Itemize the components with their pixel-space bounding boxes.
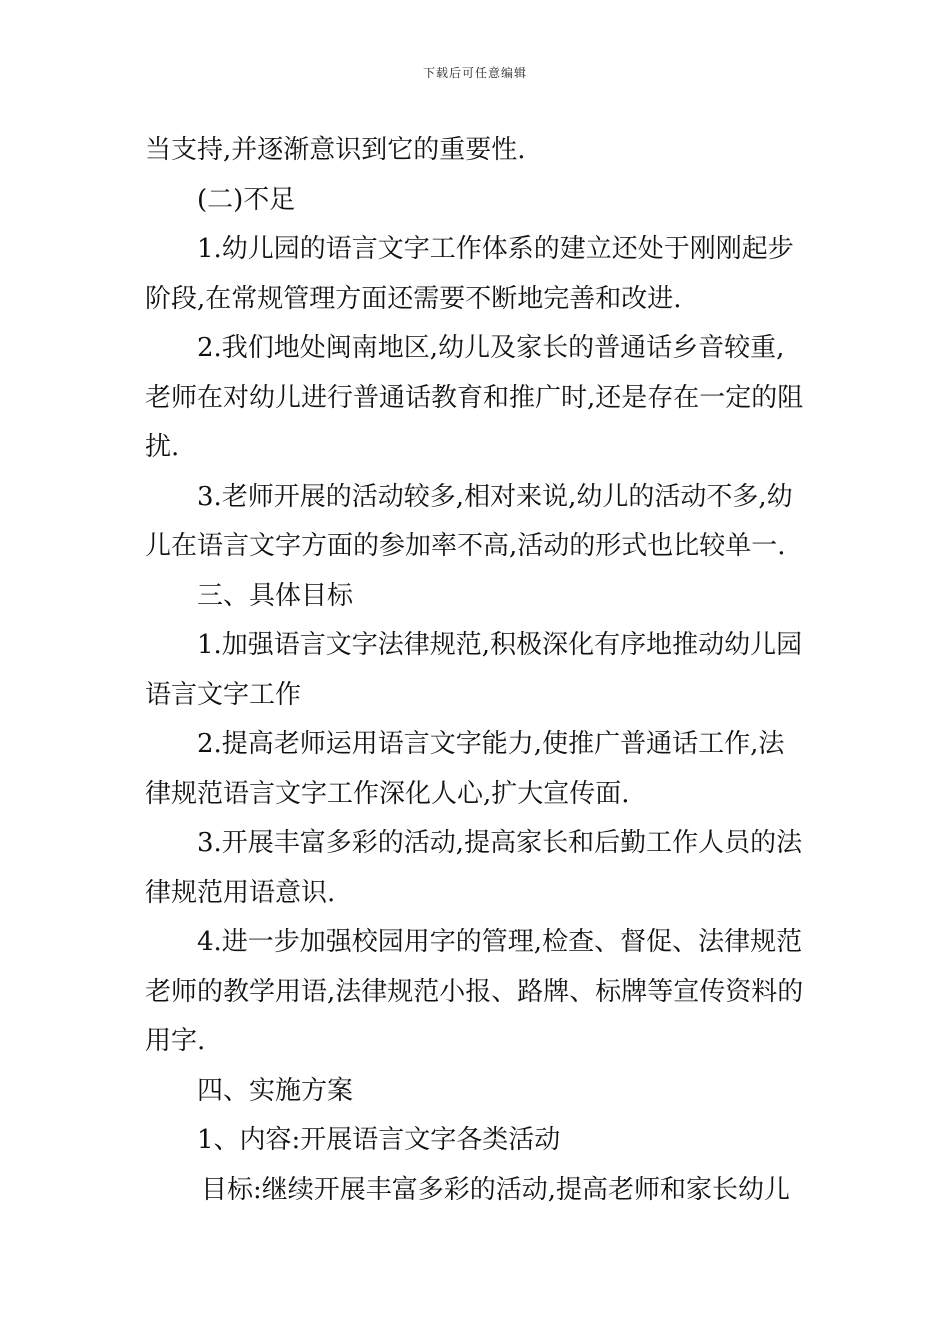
text-line: 用字. [145, 1026, 206, 1056]
text-line: 老师的教学用语,法律规范小报、路牌、标牌等宣传资料的 [145, 976, 804, 1007]
text-line: 语言文字工作 [145, 679, 302, 710]
text-line: 律规范语言文字工作深化人心,扩大宣传面. [145, 778, 630, 809]
text-line: 1.加强语言文字法律规范,积极深化有序地推动幼儿园 [197, 630, 803, 660]
text-line: 2.我们地处闽南地区,幼儿及家长的普通话乡音较重, [197, 333, 785, 363]
text-line: 1、内容:开展语言文字各类活动 [197, 1125, 561, 1155]
document-body [145, 126, 810, 1215]
text-line: 老师在对幼儿进行普通话教育和推广时,还是存在一定的阻 [145, 382, 804, 413]
text-line: 3.老师开展的活动较多,相对来说,幼儿的活动不多,幼 [197, 481, 793, 512]
text-line: 儿在语言文字方面的参加率不高,活动的形式也比较单一. [145, 531, 786, 561]
text-line: 1.幼儿园的语言文字工作体系的建立还处于刚刚起步 [197, 234, 794, 264]
section-heading: 四、实施方案 [197, 1075, 354, 1106]
text-line: 2.提高老师运用语言文字能力,使推广普通话工作,法 [197, 729, 785, 759]
page-header: 下载后可任意编辑 [422, 66, 527, 80]
text-line: 3.开展丰富多彩的活动,提高家长和后勤工作人员的法 [197, 828, 803, 858]
text-line: 4.进一步加强校园用字的管理,检查、督促、法律规范 [197, 927, 803, 957]
text-line: 扰. [145, 432, 180, 462]
section-heading: 三、具体目标 [197, 580, 354, 611]
text-line: 当支持,并逐渐意识到它的重要性. [145, 135, 526, 165]
text-line: 律规范用语意识. [145, 877, 336, 908]
section-heading: (二)不足 [197, 184, 296, 215]
text-line: 目标:继续开展丰富多彩的活动,提高老师和家长幼儿 [201, 1174, 791, 1205]
text-line: 阶段,在常规管理方面还需要不断地完善和改进. [145, 283, 682, 314]
